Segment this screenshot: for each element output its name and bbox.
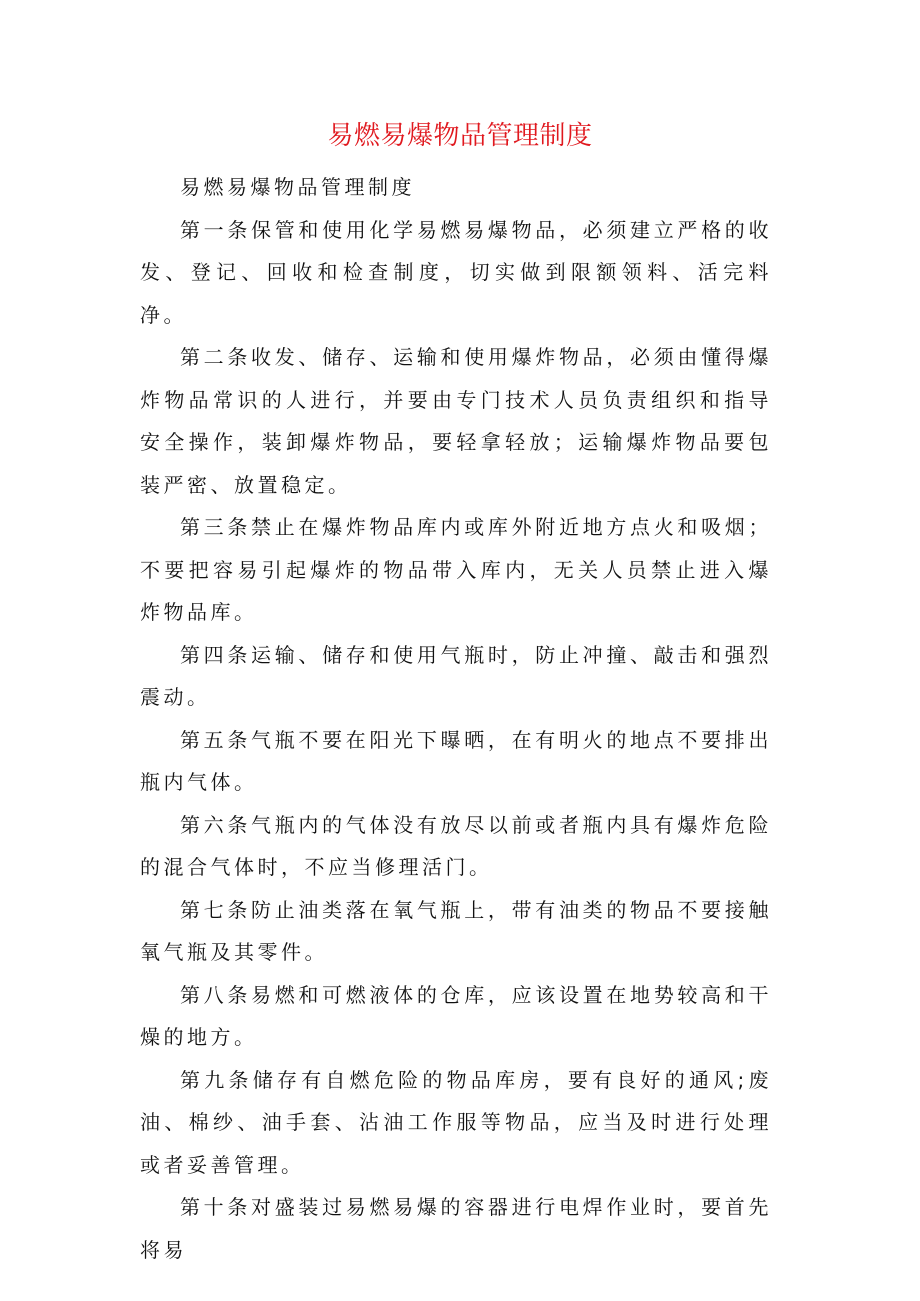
paragraph-article-2: 第二条收发、储存、运输和使用爆炸物品，必须由懂得爆炸物品常识的人进行，并要由专门技术人员负责组织和指导安全操作，装卸爆炸物品，要轻拿轻放；运输爆炸物品要包装严密、放置稳定。: [140, 345, 772, 497]
paragraph-article-4: 第四条运输、储存和使用气瓶时，防止冲撞、敲击和强烈震动。: [140, 642, 772, 709]
paragraph-article-8: 第八条易燃和可燃液体的仓库，应该设置在地势较高和干燥的地方。: [140, 982, 772, 1049]
document-title: 易燃易爆物品管理制度: [327, 121, 593, 151]
document-body: [140, 166, 772, 1271]
paragraph-article-5: 第五条气瓶不要在阳光下曝晒，在有明火的地点不要排出瓶内气体。: [140, 727, 772, 794]
paragraph-article-9: 第九条储存有自燃危险的物品库房，要有良好的通风;废油、棉纱、油手套、沾油工作服等物品，应当及时进行处理或者妥善管理。: [140, 1067, 772, 1177]
paragraph-article-1: 第一条保管和使用化学易燃易爆物品，必须建立严格的收发、登记、回收和检查制度，切实做到限额领料、活完料净。: [140, 217, 772, 327]
paragraph-article-7: 第七条防止油类落在氧气瓶上，带有油类的物品不要接触氧气瓶及其零件。: [140, 897, 772, 964]
paragraph-article-10: 第十条对盛装过易燃易爆的容器进行电焊作业时，要首先将易: [140, 1195, 772, 1262]
paragraph-article-3: 第三条禁止在爆炸物品库内或库外附近地方点火和吸烟；不要把容易引起爆炸的物品带入库内，无关人员禁止进入爆炸物品库。: [140, 515, 772, 624]
paragraph-article-6: 第六条气瓶内的气体没有放尽以前或者瓶内具有爆炸危险的混合气体时，不应当修理活门。: [140, 812, 772, 879]
paragraph-subtitle: 易燃易爆物品管理制度: [180, 175, 415, 199]
